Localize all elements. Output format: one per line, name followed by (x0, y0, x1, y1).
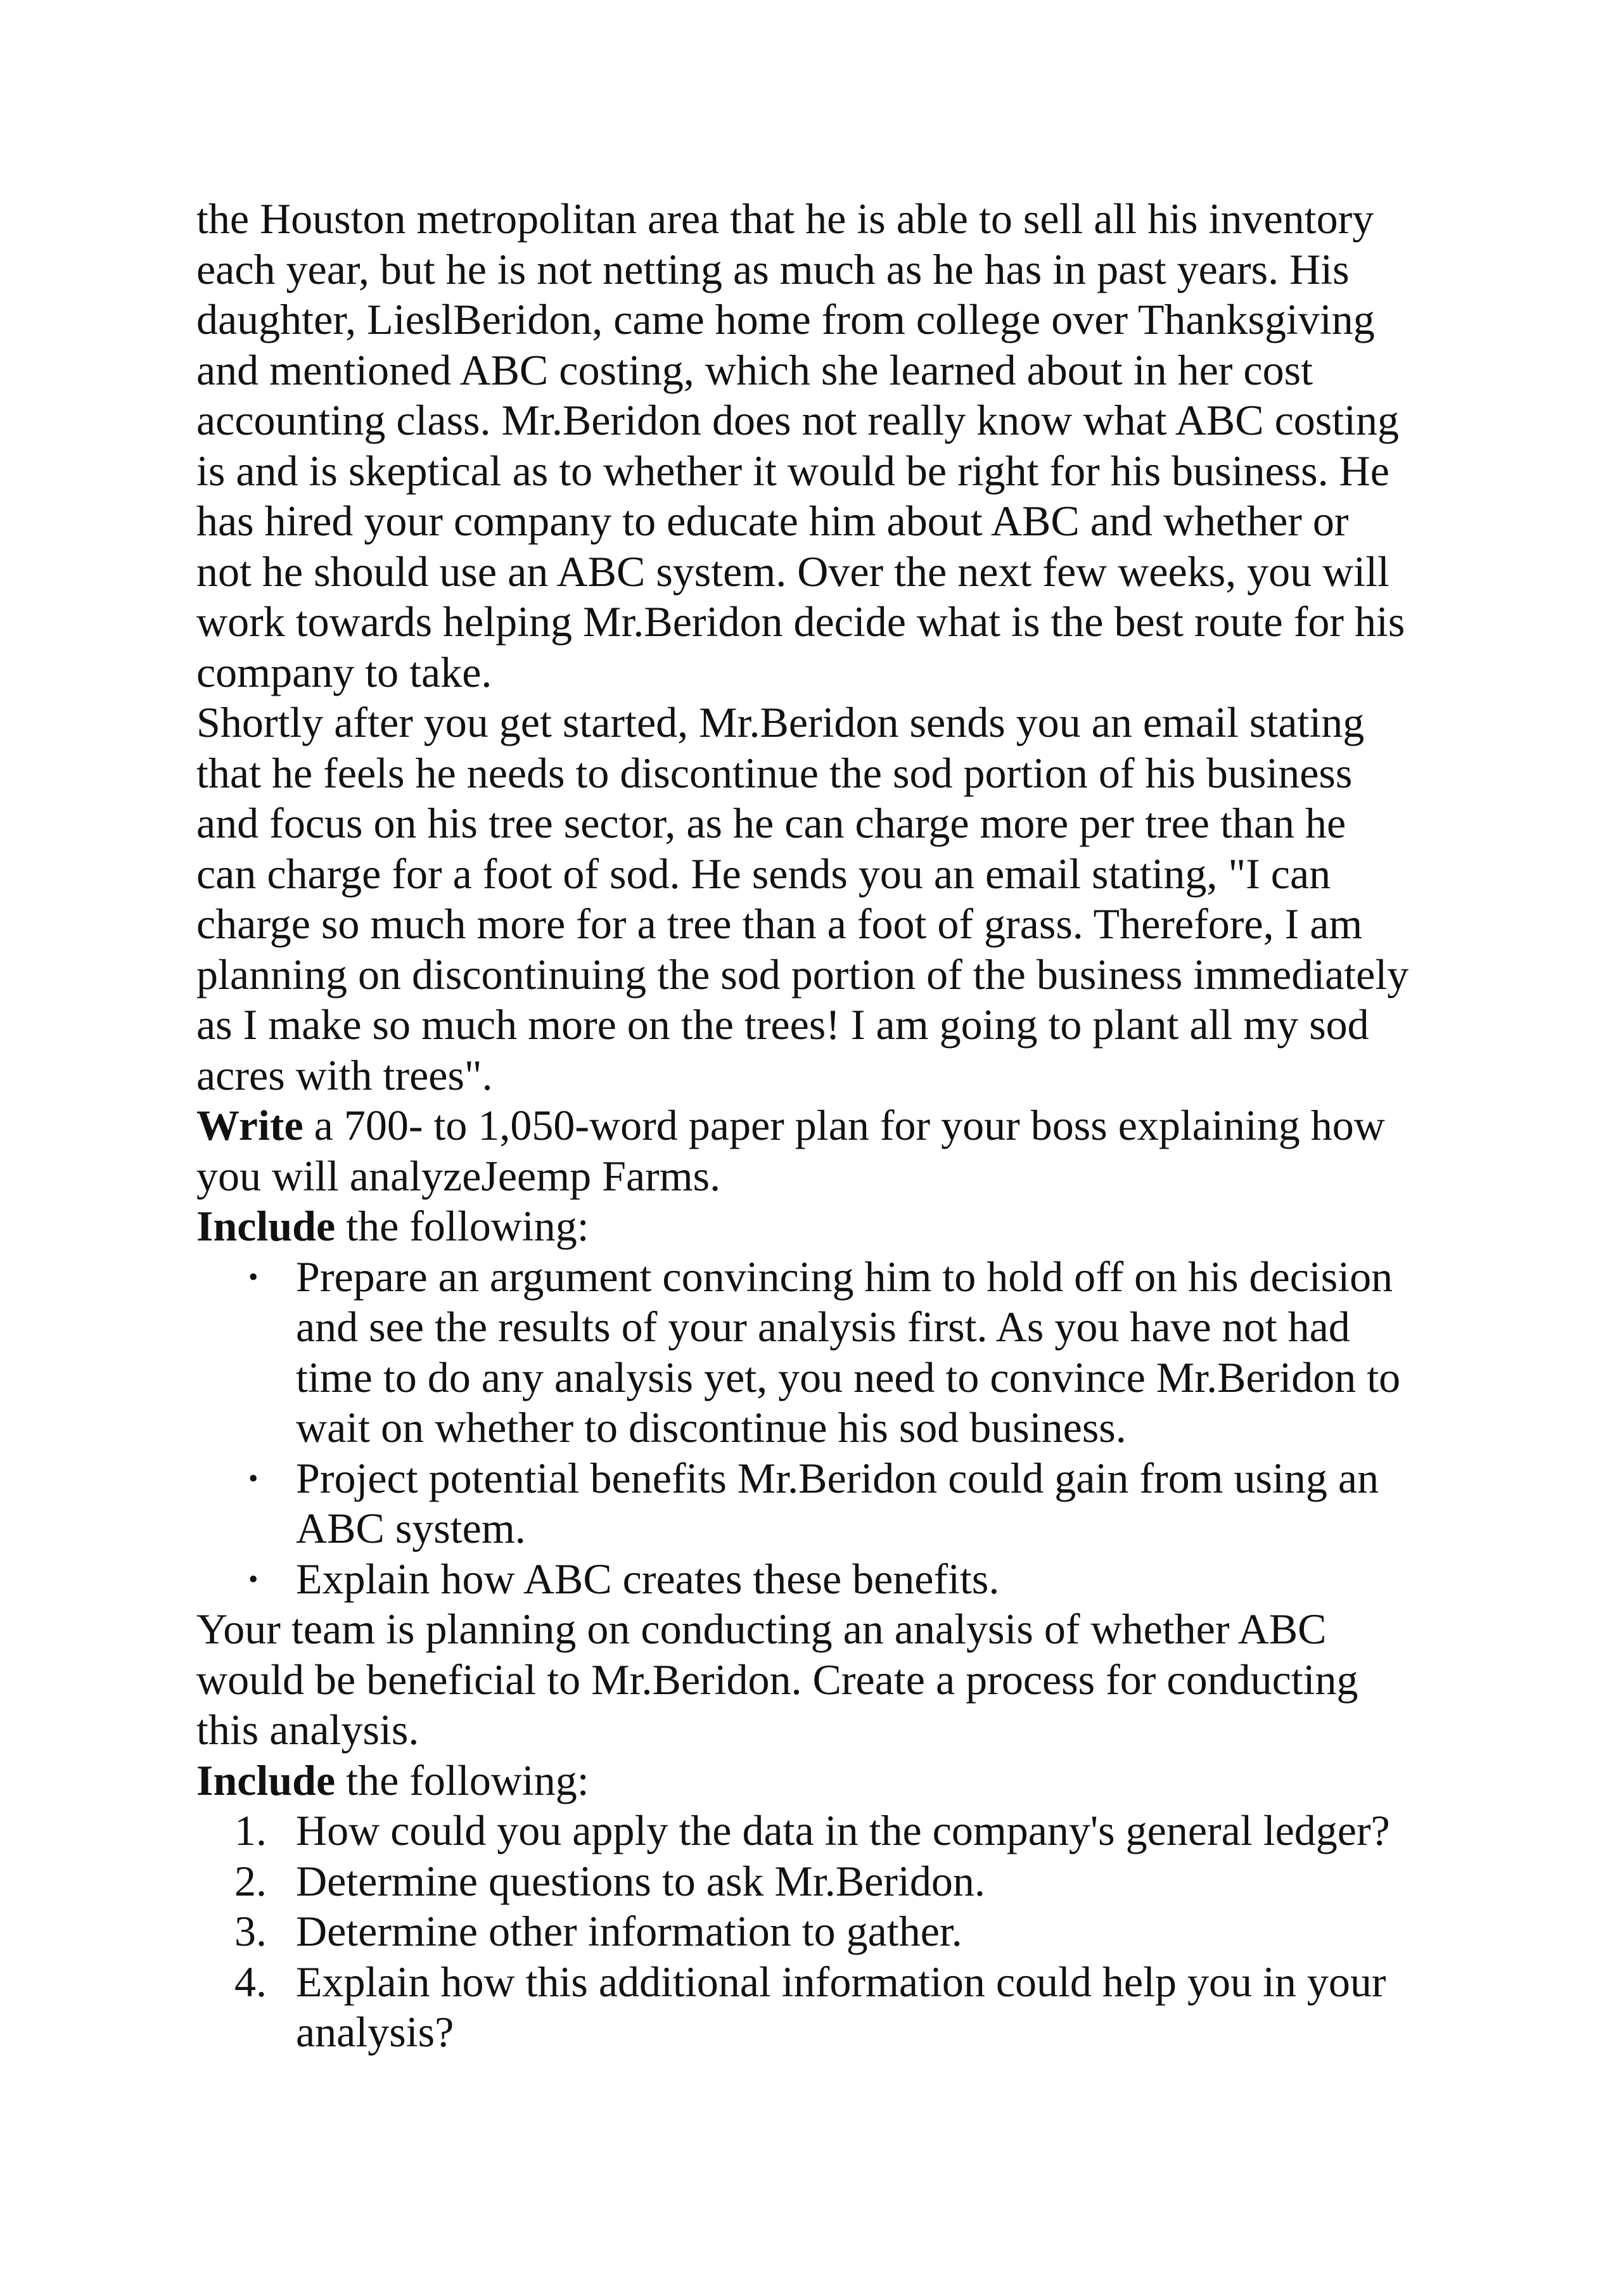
write-line: a 700- to 1,050-word paper plan for your boss explaining how (303, 1101, 1385, 1149)
email-line: that he feels he needs to discontinue the sod portion of his business (196, 748, 1353, 797)
numbered-item (196, 1806, 1451, 1856)
item-number: 1. (234, 1806, 267, 1854)
intro-line: work towards helping Mr.Beridon decide what is the best route for his (196, 597, 1405, 646)
email-line: acres with trees". (196, 1050, 493, 1099)
bullet-item (196, 1252, 1451, 1453)
intro-line: each year, but he is not netting as much as he has in past years. His (196, 245, 1350, 293)
bullet-line: ABC system. (296, 1504, 526, 1552)
bullet-line: wait on whether to discontinue his sod business. (296, 1403, 1127, 1451)
intro-line: the Houston metropolitan area that he is able to sell all his inventory (196, 195, 1374, 243)
numbered-line: Determine questions to ask Mr.Beridon. (296, 1856, 985, 1905)
bullet-line: Prepare an argument convincing him to hold off on his decision (296, 1252, 1393, 1301)
team-line: would be beneficial to Mr.Beridon. Create a process for conducting (196, 1655, 1358, 1704)
numbered-line: Explain how this additional information could help you in your (296, 1957, 1386, 2006)
bullet-list (196, 1252, 1451, 1605)
bullet-item (196, 1453, 1451, 1554)
intro-line: is and is skeptical as to whether it would be right for his business. He (196, 446, 1389, 495)
include-keyword: Include (196, 1756, 336, 1804)
email-paragraph (196, 698, 1451, 1100)
email-line: can charge for a foot of sod. He sends you an email stating, "I can (196, 849, 1331, 898)
write-line: you will analyzeJeemp Farms. (196, 1151, 721, 1200)
bullet-item (196, 1554, 1451, 1605)
intro-line: and mentioned ABC costing, which she learned about in her cost (196, 345, 1313, 394)
email-line: as I make so much more on the trees! I am going to plant all my sod (196, 1000, 1369, 1049)
numbered-list (196, 1806, 1451, 2058)
intro-line: not he should use an ABC system. Over the next few weeks, you will (196, 547, 1389, 596)
intro-paragraph (196, 194, 1451, 698)
include-heading-1 (196, 1201, 1451, 1252)
item-number: 3. (234, 1907, 267, 1955)
team-paragraph (196, 1604, 1451, 1756)
include-heading-2 (196, 1756, 1451, 1806)
numbered-line: How could you apply the data in the company's general ledger? (296, 1806, 1390, 1854)
bullet-line: Explain how ABC creates these benefits. (296, 1554, 1000, 1603)
bullet-line: time to do any analysis yet, you need to convince Mr.Beridon to (296, 1353, 1401, 1401)
bullet-marker: • (248, 1462, 259, 1494)
team-line: this analysis. (196, 1706, 419, 1754)
intro-line: has hired your company to educate him about ABC and whether or (196, 497, 1349, 545)
write-keyword: Write (196, 1101, 303, 1149)
item-number: 2. (234, 1856, 267, 1905)
intro-line: company to take. (196, 647, 492, 696)
item-number: 4. (234, 1957, 267, 2006)
email-line: and focus on his tree sector, as he can charge more per tree than he (196, 799, 1346, 847)
team-line: Your team is planning on conducting an analysis of whether ABC (196, 1605, 1327, 1653)
include-keyword: Include (196, 1202, 336, 1250)
include-text: the following: (335, 1756, 589, 1804)
email-line: Shortly after you get started, Mr.Beridon sends you an email stating (196, 698, 1365, 746)
bullet-marker: • (248, 1563, 259, 1595)
intro-line: accounting class. Mr.Beridon does not really know what ABC costing (196, 396, 1400, 444)
intro-line: daughter, LieslBeridon, came home from college over Thanksgiving (196, 295, 1375, 343)
bullet-marker: • (248, 1261, 259, 1292)
numbered-line: analysis? (296, 2008, 454, 2056)
numbered-item (196, 1856, 1451, 1907)
numbered-item (196, 1906, 1451, 1957)
write-instruction (196, 1100, 1451, 1201)
document-page (196, 194, 1451, 2058)
include-text: the following: (335, 1202, 589, 1250)
bullet-line: Project potential benefits Mr.Beridon could gain from using an (296, 1453, 1379, 1502)
numbered-item (196, 1957, 1451, 2058)
email-line: planning on discontinuing the sod portion of the business immediately (196, 950, 1409, 998)
email-line: charge so much more for a tree than a foot of grass. Therefore, I am (196, 900, 1363, 948)
bullet-line: and see the results of your analysis first. As you have not had (296, 1303, 1350, 1351)
numbered-line: Determine other information to gather. (296, 1907, 962, 1955)
